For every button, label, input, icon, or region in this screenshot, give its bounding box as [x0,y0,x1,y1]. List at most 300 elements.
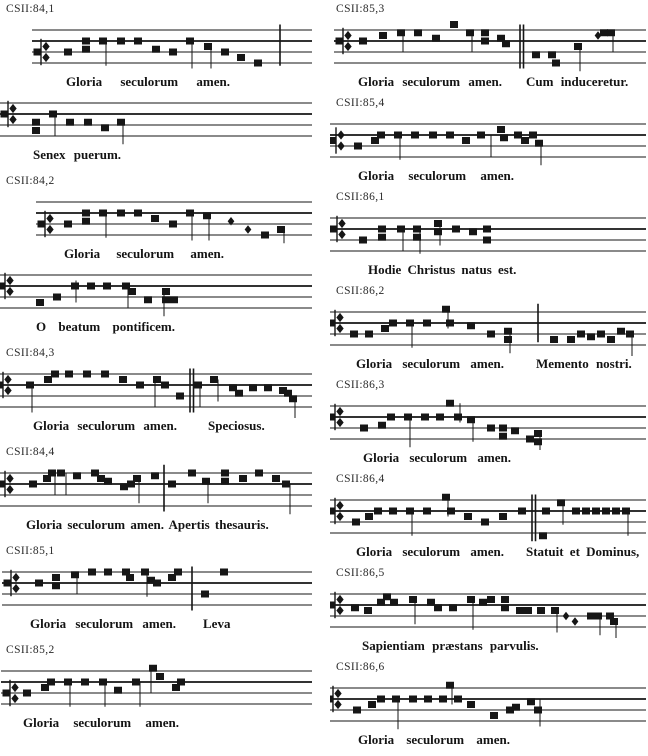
clef-diamond [46,214,53,223]
note-square [101,124,109,131]
note-square [450,21,458,28]
note-square [550,336,558,343]
chant-text: Gloria seculorum amen. [358,732,510,747]
chant-staff [0,19,312,74]
note-square [152,46,160,53]
chant-staff [330,677,646,732]
note-square [151,472,159,479]
clef-diamond [336,595,343,604]
chant-text: Hodie Christus natus est. [368,262,517,277]
note-square [132,679,140,686]
clef-blob [336,38,343,45]
note-square [379,32,387,39]
clef-blob [330,226,337,233]
note-square [177,679,185,686]
note-square [88,569,96,576]
note-square [432,35,440,42]
note-square [235,390,243,397]
note-square [272,475,280,482]
clef-diamond [4,386,11,395]
chant-staff [330,19,646,74]
clef-blob [4,580,11,587]
note-square [365,331,373,338]
note-square [481,29,489,36]
note-square [377,696,385,703]
clef-diamond [336,407,343,416]
note-square [133,475,141,482]
staff-system [0,462,330,533]
note-square [622,508,630,515]
clef-blob [330,696,333,703]
clef-diamond [11,694,18,703]
clef-diamond [336,418,343,427]
note-square [381,325,389,332]
note-square [499,425,507,432]
note-square [602,508,610,515]
caption-row [0,147,330,163]
note-square [153,580,161,587]
note-square [446,320,454,327]
note-square [487,425,495,432]
chant-entry [330,191,648,278]
note-square [607,336,615,343]
note-square [83,371,91,378]
note-square [117,119,125,126]
chant-staff [330,301,646,356]
chant-staff [0,92,312,147]
note-square [170,296,178,303]
note-square [264,384,272,391]
caption-row [0,74,330,90]
note-square [592,508,600,515]
entry-label: CSII:86,6 [336,661,385,673]
note-square [436,414,444,421]
chant-entry [330,3,648,90]
note-square [454,696,462,703]
chant-staff [330,207,646,262]
note-square [442,306,450,313]
note-square [352,519,360,526]
note-diamond [572,617,579,625]
note-square [466,29,474,36]
note-square [539,532,547,539]
note-square [442,494,450,501]
entry-label: CSII:85,2 [6,644,55,656]
note-square [161,382,169,389]
note-square [501,604,509,611]
note-square [481,519,489,526]
note-square [44,376,52,383]
caption-row [0,246,330,262]
note-square [600,29,608,36]
chant-staff [330,583,646,638]
note-square [552,60,560,67]
note-square [534,438,542,445]
note-square [254,60,262,67]
note-square [239,475,247,482]
staff-system [330,19,648,90]
note-square [429,132,437,139]
staff-system [0,19,330,90]
chant-staff [0,363,312,418]
note-square [527,698,535,705]
note-diamond [563,612,570,620]
caption-row [330,732,648,748]
note-square [469,228,477,235]
note-square [104,478,112,485]
caption-row [0,517,330,533]
note-square [582,508,590,515]
clef-diamond [9,115,16,124]
note-square [452,226,460,233]
note-square [497,126,505,133]
chant-text: Sapientiam præstans parvulis. [362,638,539,653]
note-square [447,508,455,515]
note-square [434,220,442,227]
chant-entry [330,379,648,466]
clef-diamond [337,130,344,139]
staff-system [330,113,648,184]
note-square [481,38,489,45]
chant-staff [0,191,312,246]
note-square [52,582,60,589]
note-square [359,38,367,45]
entry-label: CSII:85,1 [6,545,55,557]
caption-row [330,544,648,560]
note-square [394,132,402,139]
entry-label: CSII:85,3 [336,3,385,15]
note-square [117,210,125,217]
note-square [434,604,442,611]
note-square [414,29,422,36]
note-square [387,414,395,421]
note-square [487,331,495,338]
chant-entry [0,644,330,731]
note-square [81,679,89,686]
entry-label: CSII:86,5 [336,567,385,579]
note-square [406,320,414,327]
note-square [99,679,107,686]
note-square [532,51,540,58]
chant-entry [0,175,330,335]
chant-text: Speciosus. [208,418,265,433]
entry-label: CSII:84,1 [6,3,55,15]
note-square [168,481,176,488]
clef-blob [330,137,336,144]
note-square [610,618,618,625]
note-square [397,226,405,233]
note-square [587,333,595,340]
note-square [462,137,470,144]
note-square [32,119,40,126]
clef-diamond [336,324,343,333]
note-square [518,508,526,515]
note-square [500,134,508,141]
chant-text: Statuit et Dominus, [526,544,640,559]
caption-row [330,356,648,372]
chant-text: Memento nostri. [536,356,632,371]
note-square [186,38,194,45]
caption-row [330,262,648,278]
chant-text: Gloria seculorum amen. [363,450,511,465]
clef-diamond [338,230,345,239]
chant-entry [330,473,648,560]
note-square [479,599,487,606]
note-square [35,580,43,587]
note-square [364,607,372,614]
note-square [87,283,95,290]
chant-entry [330,661,648,748]
note-square [151,215,159,222]
note-square [577,331,585,338]
note-square [548,51,556,58]
note-square [449,604,457,611]
chant-text: Gloria seculorum amen. [356,356,504,371]
note-square [446,132,454,139]
note-square [103,283,111,290]
note-square [53,294,61,301]
note-square [512,704,520,711]
note-square [409,596,417,603]
staff-system [0,92,330,163]
clef-blob [38,221,45,228]
note-square [29,481,37,488]
chant-text: O beatum pontificem. [36,319,175,334]
staff-system [0,660,330,731]
note-square [220,569,228,576]
note-square [378,226,386,233]
note-square [477,132,485,139]
chant-text: Gloria seculorum amen. [356,544,504,559]
note-square [101,371,109,378]
staff-system [330,489,648,560]
clef-diamond [334,689,341,698]
staff-system [330,207,648,278]
note-square [467,322,475,329]
clef-blob [330,508,335,515]
caption-row [330,450,648,466]
note-square [421,414,429,421]
note-square [84,119,92,126]
note-square [411,132,419,139]
note-square [82,46,90,53]
entry-label: CSII:85,4 [336,97,385,109]
clef-diamond [42,53,49,62]
note-square [534,707,542,714]
note-square [383,593,391,600]
chant-text: Gloria seculorum amen. [358,74,502,89]
note-square [574,43,582,50]
note-square [202,478,210,485]
chant-entry [0,545,330,632]
note-square [73,472,81,479]
chant-entry [330,285,648,372]
note-square [169,49,177,56]
note-square [51,371,59,378]
staff-system [0,264,330,335]
clef-diamond [12,584,19,593]
note-square [32,127,40,134]
note-square [360,425,368,432]
note-square [26,382,34,389]
note-square [423,320,431,327]
note-square [617,328,625,335]
note-square [487,596,495,603]
note-square [499,433,507,440]
column-right [330,0,648,755]
note-square [64,221,72,228]
staff-system [0,363,330,434]
clef-diamond [6,287,13,296]
note-square [413,234,421,241]
note-square [57,470,65,477]
note-square [587,613,595,620]
note-square [514,132,522,139]
clef-diamond [4,375,11,384]
caption-row [330,168,648,184]
note-square [120,483,128,490]
note-square [521,137,529,144]
entry-label: CSII:86,1 [336,191,385,203]
chant-entry [330,567,648,654]
note-square [483,237,491,244]
entry-label: CSII:84,3 [6,347,55,359]
staff-system [0,191,330,262]
chant-text: Gloria seculorum amen. [64,246,224,261]
note-square [464,513,472,520]
note-square [71,283,79,290]
note-square [261,232,269,239]
note-square [64,679,72,686]
chant-staff [330,395,646,450]
note-square [607,29,615,36]
clef-diamond [6,474,13,483]
note-square [490,712,498,719]
note-square [114,687,122,694]
clef-blob [0,481,5,488]
caption-row [0,418,330,434]
chant-entry [330,97,648,184]
note-square [392,696,400,703]
note-square [594,613,602,620]
note-square [439,696,447,703]
chant-entry [0,446,330,533]
chant-staff [330,489,646,544]
entry-label: CSII:84,4 [6,446,55,458]
clef-diamond [336,313,343,322]
staff-system [330,395,648,466]
clef-diamond [46,225,53,234]
clef-diamond [9,104,16,113]
note-square [467,416,475,423]
chant-staff [0,462,312,517]
note-square [350,331,358,338]
chant-text: Gloria seculorum amen. Apertis thesauris. [26,517,269,532]
clef-blob [0,382,3,389]
note-square [82,218,90,225]
note-square [119,376,127,383]
note-square [221,478,229,485]
chant-text: Gloria seculorum amen. [358,168,514,183]
note-square [572,508,580,515]
note-square [282,481,290,488]
note-square [36,299,44,306]
clef-blob [330,320,335,327]
clef-diamond [11,683,18,692]
clef-blob [34,49,41,56]
note-square [144,296,152,303]
caption-row [0,319,330,335]
note-square [99,210,107,217]
note-square [516,607,524,614]
note-square [409,696,417,703]
note-square [534,430,542,437]
note-square [511,427,519,434]
clef-blob [330,602,335,609]
note-square [597,331,605,338]
chant-text: Gloria seculorum amen. [30,616,176,631]
note-square [169,221,177,228]
note-diamond [245,225,252,233]
entry-label: CSII:86,4 [336,473,385,485]
note-square [71,571,79,578]
note-square [134,38,142,45]
note-square [378,422,386,429]
note-square [149,665,157,672]
note-square [162,288,170,295]
note-square [529,132,537,139]
staff-system [330,301,648,372]
note-square [82,38,90,45]
entry-label: CSII:84,2 [6,175,55,187]
entry-label: CSII:86,3 [336,379,385,391]
note-square [390,599,398,606]
note-square [504,328,512,335]
note-square [162,296,170,303]
chant-text: Senex puerum. [33,147,122,162]
note-square [557,499,565,506]
note-square [66,119,74,126]
entry-label: CSII:86,2 [336,285,385,297]
staff-system [0,561,330,632]
staff-system [330,583,648,654]
note-square [48,470,56,477]
note-square [612,508,620,515]
note-square [126,574,134,581]
chant-text: Gloria seculorum amen. [66,74,230,89]
note-square [535,140,543,147]
note-square [194,382,202,389]
note-square [626,331,634,338]
chant-text: Gloria seculorum amen. [33,418,177,433]
note-square [467,701,475,708]
note-square [49,111,57,118]
chant-text: Leva [203,616,231,631]
note-square [99,38,107,45]
note-square [47,679,55,686]
note-square [446,400,454,407]
note-square [23,690,31,697]
note-square [424,696,432,703]
note-square [117,38,125,45]
clef-diamond [336,606,343,615]
clef-diamond [344,42,351,51]
note-square [404,414,412,421]
clef-blob [0,283,5,290]
note-square [504,336,512,343]
caption-row [0,616,330,632]
clef-diamond [344,31,351,40]
